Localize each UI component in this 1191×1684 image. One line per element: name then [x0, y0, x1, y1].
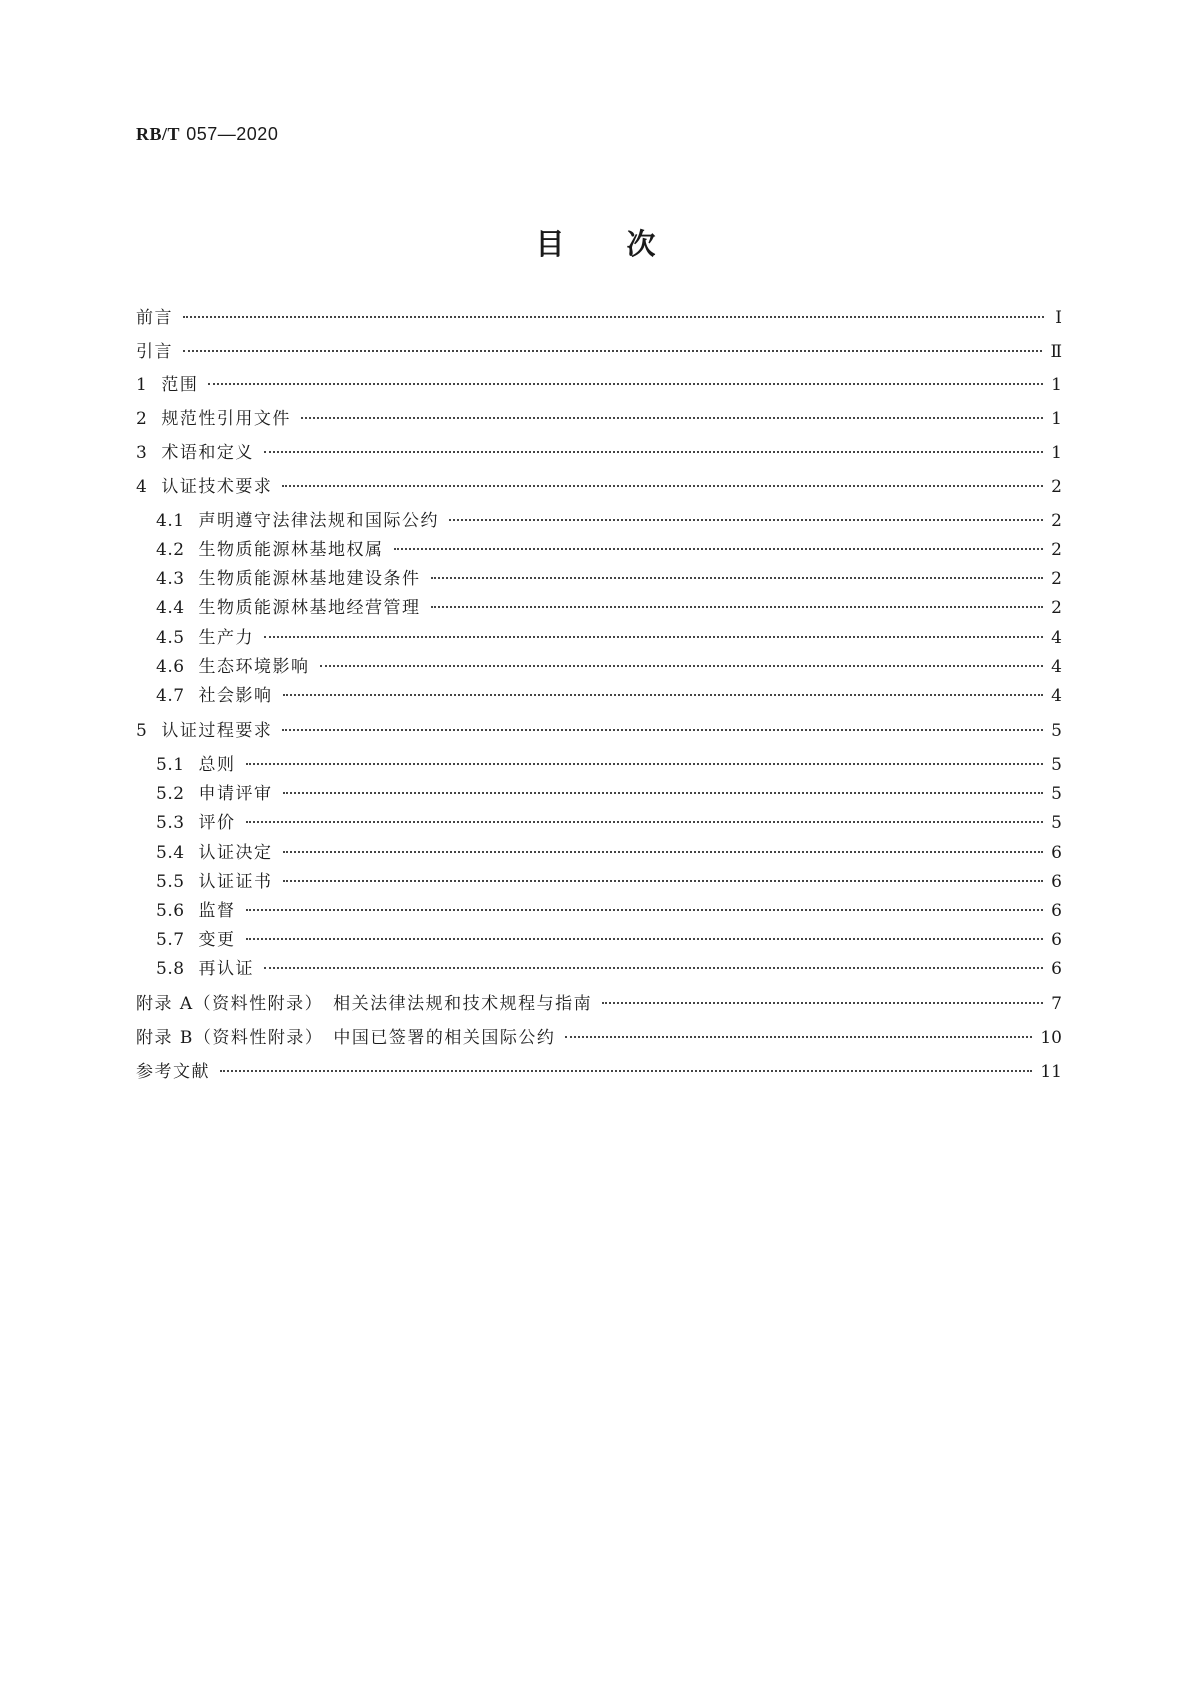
toc-entry-label: 认证过程要求 [161, 721, 273, 741]
toc-entry-label: 社会影响 [198, 686, 273, 706]
toc-entry[interactable] [156, 509, 1062, 533]
toc-entry-label: 范围 [161, 375, 199, 395]
toc-entry-page-number: 6 [1051, 872, 1062, 892]
toc-entry[interactable] [156, 596, 1062, 620]
toc-entry-label: 生物质能源林基地经营管理 [198, 598, 421, 618]
toc-entry-page-number: 5 [1051, 721, 1062, 741]
toc-entry-number: 5.2 [156, 784, 185, 804]
toc-dot-leader [183, 350, 1042, 352]
toc-entry-page-number: 5 [1051, 784, 1062, 804]
toc-entry-number: 1 [136, 375, 148, 395]
toc-entry-label: 申请评审 [198, 784, 273, 804]
toc-entry[interactable] [156, 684, 1062, 708]
toc-entry[interactable] [136, 992, 1062, 1016]
toc-entry-page-number: 6 [1051, 930, 1062, 950]
document-code-number: 057—2020 [186, 124, 279, 144]
toc-entry-page-number: Ⅱ [1050, 342, 1062, 362]
toc-entry-page-number: 5 [1051, 755, 1062, 775]
toc-entry-number: 4.5 [156, 628, 185, 648]
toc-dot-leader [394, 548, 1044, 550]
toc-dot-leader [283, 880, 1044, 882]
toc-entry[interactable] [136, 373, 1062, 397]
toc-entry-label: 生产力 [198, 628, 255, 648]
toc-entry-label: 评价 [198, 813, 236, 833]
toc-entry[interactable] [156, 928, 1062, 952]
toc-entry-page-number: 2 [1051, 598, 1062, 618]
toc-dot-leader [282, 485, 1043, 487]
toc-entry-label: 总则 [198, 755, 236, 775]
toc-entry[interactable] [156, 567, 1062, 591]
toc-entry-page-number: 7 [1051, 994, 1062, 1014]
toc-dot-leader [449, 519, 1043, 521]
toc-entry-label: 附录 B（资料性附录） 中国已签署的相关国际公约 [136, 1028, 556, 1048]
toc-entry[interactable] [136, 306, 1062, 330]
toc-entry-number: 5.8 [156, 959, 185, 979]
toc-entry-page-number: 4 [1051, 657, 1062, 677]
toc-entry-number: 5.7 [156, 930, 185, 950]
toc-entry-page-number: 4 [1051, 628, 1062, 648]
toc-entry[interactable] [136, 340, 1062, 364]
page-title-part-1: 目 [535, 227, 565, 261]
toc-entry-number: 4.4 [156, 598, 185, 618]
toc-entry-label: 前言 [136, 308, 173, 328]
toc-entry-label: 变更 [198, 930, 236, 950]
page-title-part-2: 次 [626, 227, 656, 261]
toc-entry[interactable] [156, 841, 1062, 865]
toc-entry-number: 4.1 [156, 511, 185, 531]
toc-entry-page-number: 1 [1051, 443, 1062, 463]
toc-entry-label: 附录 A（资料性附录） 相关法律法规和技术规程与指南 [136, 994, 593, 1014]
toc-entry-number: 5.4 [156, 843, 185, 863]
toc-entry-page-number: 2 [1051, 511, 1062, 531]
toc-dot-leader [246, 938, 1044, 940]
toc-entry-number: 2 [136, 409, 148, 429]
toc-entry[interactable] [136, 407, 1062, 431]
toc-entry-label: 认证技术要求 [161, 477, 273, 497]
toc-dot-leader [183, 316, 1044, 318]
toc-entry-page-number: 11 [1040, 1062, 1062, 1082]
toc-entry-page-number: 10 [1040, 1028, 1062, 1048]
toc-dot-leader [282, 729, 1043, 731]
toc-entry-label: 声明遵守法律法规和国际公约 [198, 511, 440, 531]
toc-dot-leader [208, 383, 1043, 385]
toc-entry-page-number: 2 [1051, 477, 1062, 497]
toc-entry-label: 再认证 [198, 959, 255, 979]
toc-dot-leader [283, 851, 1044, 853]
toc-dot-leader [320, 665, 1044, 667]
table-of-contents [136, 0, 1062, 1684]
toc-entry-label: 认证决定 [198, 843, 273, 863]
toc-entry-label: 监督 [198, 901, 236, 921]
toc-entry-label: 生物质能源林基地权属 [198, 540, 384, 560]
toc-dot-leader [264, 451, 1043, 453]
toc-entry[interactable] [136, 1026, 1062, 1050]
toc-entry-page-number: Ⅰ [1055, 308, 1062, 328]
toc-entry-number: 4 [136, 477, 148, 497]
toc-dot-leader [283, 694, 1044, 696]
toc-dot-leader [264, 636, 1043, 638]
toc-entry-page-number: 4 [1051, 686, 1062, 706]
toc-dot-leader [246, 909, 1044, 911]
toc-entry-label: 参考文献 [136, 1062, 210, 1082]
toc-entry[interactable] [156, 957, 1062, 981]
toc-entry[interactable] [156, 870, 1062, 894]
toc-entry-number: 5.5 [156, 872, 185, 892]
toc-entry-page-number: 2 [1051, 540, 1062, 560]
toc-entry-label: 生态环境影响 [198, 657, 310, 677]
toc-entry-label: 术语和定义 [161, 443, 254, 463]
toc-entry[interactable] [156, 782, 1062, 806]
toc-entry-number: 5 [136, 721, 148, 741]
toc-entry[interactable] [136, 719, 1062, 743]
toc-entry-number: 5.3 [156, 813, 185, 833]
toc-entry-number: 4.6 [156, 657, 185, 677]
toc-entry[interactable] [156, 899, 1062, 923]
toc-entry[interactable] [136, 475, 1062, 499]
toc-entry-page-number: 1 [1051, 409, 1062, 429]
toc-entry[interactable] [136, 1060, 1062, 1084]
toc-entry-number: 5.1 [156, 755, 185, 775]
toc-entry-page-number: 6 [1051, 959, 1062, 979]
toc-dot-leader [264, 967, 1043, 969]
toc-entry[interactable] [156, 753, 1062, 777]
toc-dot-leader [431, 606, 1044, 608]
toc-dot-leader [246, 821, 1044, 823]
toc-dot-leader [283, 792, 1044, 794]
toc-entry-number: 4.7 [156, 686, 185, 706]
toc-dot-leader [246, 763, 1044, 765]
toc-entry[interactable] [156, 538, 1062, 562]
toc-entry-label: 引言 [136, 342, 173, 362]
toc-dot-leader [431, 577, 1044, 579]
toc-entry-page-number: 2 [1051, 569, 1062, 589]
toc-entry-page-number: 1 [1051, 375, 1062, 395]
document-code-prefix: RB/T [136, 124, 181, 144]
toc-entry-label: 规范性引用文件 [161, 409, 291, 429]
toc-dot-leader [602, 1002, 1043, 1004]
toc-entry-number: 5.6 [156, 901, 185, 921]
toc-dot-leader [220, 1070, 1032, 1072]
toc-entry[interactable] [156, 811, 1062, 835]
toc-entry-number: 3 [136, 443, 148, 463]
toc-entry-number: 4.3 [156, 569, 185, 589]
toc-dot-leader [301, 417, 1043, 419]
toc-dot-leader [565, 1036, 1032, 1038]
toc-entry[interactable] [156, 655, 1062, 679]
toc-entry-page-number: 5 [1051, 813, 1062, 833]
toc-entry-label: 生物质能源林基地建设条件 [198, 569, 421, 589]
toc-entry-page-number: 6 [1051, 843, 1062, 863]
toc-entry[interactable] [156, 626, 1062, 650]
toc-entry-page-number: 6 [1051, 901, 1062, 921]
toc-entry-label: 认证证书 [198, 872, 273, 892]
toc-entry[interactable] [136, 441, 1062, 465]
toc-entry-number: 4.2 [156, 540, 185, 560]
